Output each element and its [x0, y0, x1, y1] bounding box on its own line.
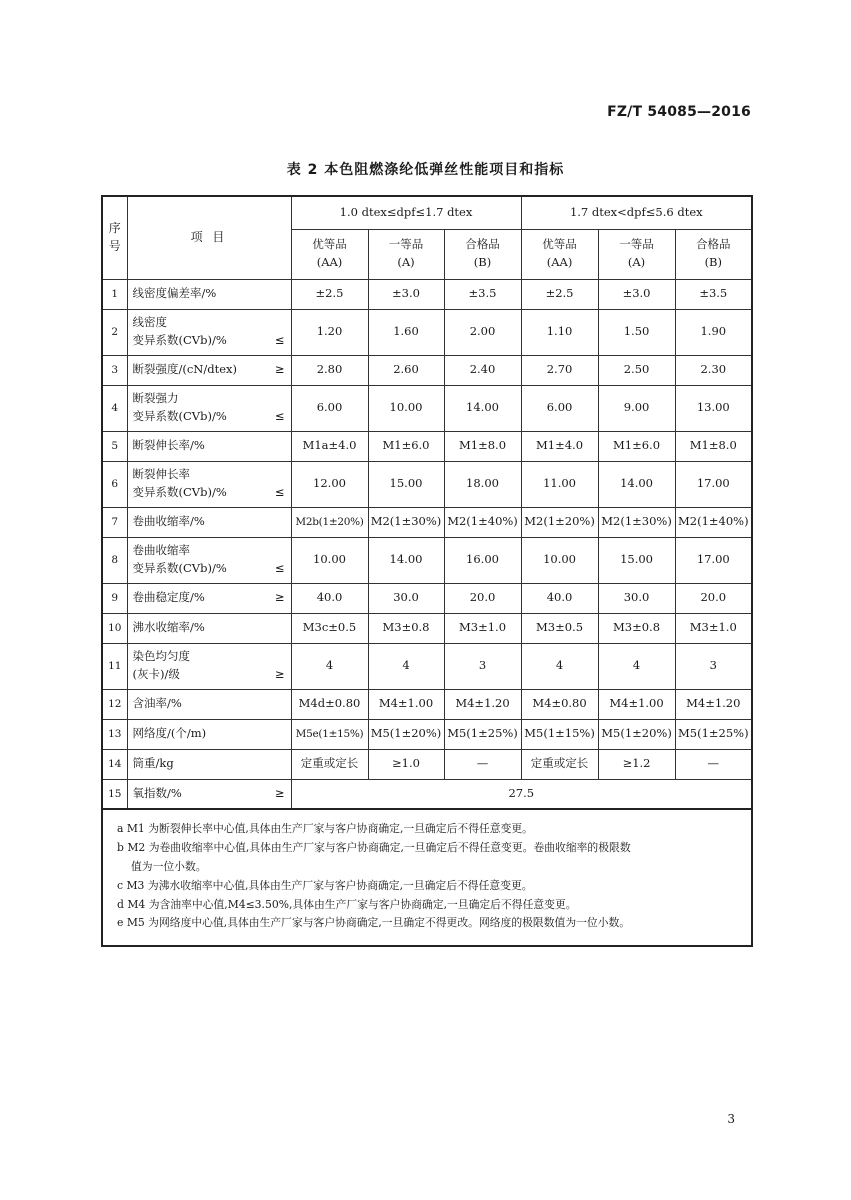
value-cell: 10.00	[291, 537, 368, 583]
row-item	[127, 643, 291, 689]
value-cell: M4±0.80	[521, 689, 598, 719]
row-seq: 13	[102, 719, 127, 749]
row-item	[127, 355, 291, 385]
table-title: 表 2 本色阻燃涤纶低弹丝性能项目和指标	[286, 162, 565, 178]
value-cell: M2(1±20%)	[521, 507, 598, 537]
item-text: 沸水收缩率/%	[132, 620, 205, 635]
spec-table-container	[101, 195, 751, 947]
value-cell: 2.30	[675, 355, 752, 385]
header-seq: 序 号	[102, 196, 127, 279]
header-row-group	[102, 196, 752, 229]
value-cell: M1±6.0	[368, 431, 444, 461]
item-text: 氧指数/%	[132, 785, 182, 800]
item-text: 染色均匀度	[132, 649, 190, 664]
value-cell: M5(1±20%)	[368, 719, 444, 749]
table-row	[102, 583, 752, 613]
row-seq: 10	[102, 613, 127, 643]
item-text: 含油率/%	[132, 696, 182, 711]
row-seq: 12	[102, 689, 127, 719]
header-grade: 合格品 (B)	[444, 229, 521, 279]
row-seq: 6	[102, 461, 127, 507]
value-cell: 4	[368, 643, 444, 689]
limit-symbol: ≤	[274, 333, 285, 347]
item-line	[133, 666, 289, 684]
footnote: a M1 为断裂伸长率中心值,具体由生产厂家与客户协商确定,一旦确定后不得任意变更。	[117, 822, 533, 835]
value-cell: 2.00	[444, 309, 521, 355]
value-cell: 2.70	[521, 355, 598, 385]
item-line	[133, 332, 289, 350]
footnote: 值为一位小数。	[131, 859, 207, 873]
item-line	[133, 484, 289, 502]
row-item	[127, 613, 291, 643]
row-item	[127, 719, 291, 749]
row-item	[127, 749, 291, 779]
table-row	[102, 385, 752, 431]
row-seq: 5	[102, 431, 127, 461]
value-cell: 10.00	[368, 385, 444, 431]
item-text: 断裂伸长率/%	[132, 438, 205, 453]
row-seq: 14	[102, 749, 127, 779]
value-cell: M3±1.0	[444, 613, 521, 643]
table-row	[102, 689, 752, 719]
value-cell: ±3.0	[368, 279, 444, 309]
value-cell: M4d±0.80	[291, 689, 368, 719]
limit-symbol: ≥	[274, 785, 285, 800]
item-text: 卷曲收缩率/%	[132, 514, 205, 529]
value-cell: 1.20	[291, 309, 368, 355]
standard-number: FZ/T 54085—2016	[607, 104, 751, 120]
limit-symbol: ≥	[274, 667, 285, 681]
row-seq: 8	[102, 537, 127, 583]
table-row	[102, 507, 752, 537]
item-text: 线密度	[132, 315, 167, 330]
row-item	[127, 779, 291, 809]
page-number: 3	[727, 1112, 735, 1126]
item-line	[133, 785, 289, 803]
item-text: 变异系数(CVb)/%	[132, 333, 227, 347]
item-text: 线密度偏差率/%	[132, 286, 217, 301]
header-group-1: 1.0 dtex≤dpf≤1.7 dtex	[291, 196, 521, 229]
value-cell: M5(1±25%)	[675, 719, 752, 749]
row-item	[127, 309, 291, 355]
value-cell: M5(1±25%)	[444, 719, 521, 749]
item-text: (灰卡)/级	[132, 667, 180, 681]
value-cell: M5(1±20%)	[598, 719, 675, 749]
value-cell: 15.00	[368, 461, 444, 507]
header-grade: 一等品 (A)	[368, 229, 444, 279]
value-cell: M1±8.0	[444, 431, 521, 461]
table-row	[102, 309, 752, 355]
value-cell: 30.0	[598, 583, 675, 613]
value-cell: ±2.5	[521, 279, 598, 309]
value-cell: —	[675, 749, 752, 779]
value-cell: ±3.0	[598, 279, 675, 309]
header-item: 项 目	[127, 196, 291, 279]
value-cell: M4±1.00	[598, 689, 675, 719]
row-item	[127, 431, 291, 461]
value-cell: M2(1±30%)	[598, 507, 675, 537]
row-seq: 4	[102, 385, 127, 431]
table-row	[102, 749, 752, 779]
value-cell: 30.0	[368, 583, 444, 613]
value-cell: M5(1±15%)	[521, 719, 598, 749]
value-cell: M2(1±40%)	[675, 507, 752, 537]
row-seq: 3	[102, 355, 127, 385]
row-seq: 7	[102, 507, 127, 537]
item-text: 变异系数(CVb)/%	[132, 561, 227, 575]
value-cell: 12.00	[291, 461, 368, 507]
value-cell: 1.10	[521, 309, 598, 355]
value-cell: 4	[291, 643, 368, 689]
table-row	[102, 279, 752, 309]
item-line	[133, 589, 289, 607]
table-row	[102, 613, 752, 643]
table-row	[102, 537, 752, 583]
item-text: 变异系数(CVb)/%	[132, 409, 227, 423]
value-cell: 1.50	[598, 309, 675, 355]
value-cell: 1.60	[368, 309, 444, 355]
value-cell: M1±6.0	[598, 431, 675, 461]
value-cell: M1±8.0	[675, 431, 752, 461]
notes-row	[102, 809, 752, 946]
value-cell: 14.00	[368, 537, 444, 583]
item-text: 卷曲收缩率	[132, 543, 190, 558]
spec-table	[101, 195, 753, 947]
limit-symbol: ≥	[274, 590, 285, 605]
value-cell: 15.00	[598, 537, 675, 583]
item-line	[133, 560, 289, 578]
value-cell: 13.00	[675, 385, 752, 431]
value-cell: 20.0	[444, 583, 521, 613]
item-line	[133, 361, 289, 379]
value-cell: M1±4.0	[521, 431, 598, 461]
item-text: 网络度/(个/m)	[132, 726, 207, 741]
footnote: c M3 为沸水收缩率中心值,具体由生产厂家与客户协商确定,一旦确定后不得任意变更。	[117, 878, 533, 892]
value-cell: 11.00	[521, 461, 598, 507]
row-seq: 11	[102, 643, 127, 689]
limit-symbol: ≥	[274, 362, 285, 377]
value-cell: 18.00	[444, 461, 521, 507]
value-cell: 3	[675, 643, 752, 689]
header-grade: 优等品 (AA)	[291, 229, 368, 279]
value-cell: 6.00	[291, 385, 368, 431]
value-cell: M3±0.5	[521, 613, 598, 643]
value-cell: 40.0	[521, 583, 598, 613]
table-row	[102, 719, 752, 749]
footnote: b M2 为卷曲收缩率中心值,具体由生产厂家与客户协商确定,一旦确定后不得任意变更。卷曲收缩率的极限数	[117, 840, 631, 854]
value-cell: 4	[521, 643, 598, 689]
value-cell: M3c±0.5	[291, 613, 368, 643]
value-cell: M3±0.8	[598, 613, 675, 643]
value-cell: M2(1±40%)	[444, 507, 521, 537]
header-grade: 优等品 (AA)	[521, 229, 598, 279]
footnote: e M5 为网络度中心值,具体由生产厂家与客户协商确定,一旦确定不得更改。网络度的极限数值为一位小数。	[117, 916, 631, 930]
row-seq: 1	[102, 279, 127, 309]
item-text: 卷曲稳定度/%	[132, 590, 205, 605]
value-cell: M2b(1±20%)	[291, 507, 368, 537]
value-cell: ≥1.0	[368, 749, 444, 779]
row-item	[127, 461, 291, 507]
header-grade: 合格品 (B)	[675, 229, 752, 279]
item-text: 断裂伸长率	[132, 467, 190, 482]
value-cell: 1.90	[675, 309, 752, 355]
value-cell: 17.00	[675, 537, 752, 583]
value-cell: M3±1.0	[675, 613, 752, 643]
row-item	[127, 537, 291, 583]
row-item	[127, 507, 291, 537]
item-text: 变异系数(CVb)/%	[132, 485, 227, 499]
item-text: 断裂强度/(cN/dtex)	[132, 362, 237, 377]
row-item	[127, 583, 291, 613]
value-cell: 2.50	[598, 355, 675, 385]
footnote: d M4 为含油率中心值,M4≤3.50%,具体由生产厂家与客户协商确定,一旦确定后不得任意变更。	[117, 897, 577, 911]
value-cell: M4±1.00	[368, 689, 444, 719]
value-cell: M4±1.20	[675, 689, 752, 719]
value-cell: 定重或定长	[291, 749, 368, 779]
value-cell: ±3.5	[675, 279, 752, 309]
value-cell: 14.00	[598, 461, 675, 507]
value-cell: ±3.5	[444, 279, 521, 309]
row-item	[127, 689, 291, 719]
table-row	[102, 431, 752, 461]
item-text: 筒重/kg	[132, 756, 174, 771]
value-cell: 定重或定长	[521, 749, 598, 779]
value-cell: 6.00	[521, 385, 598, 431]
table-row	[102, 355, 752, 385]
value-cell: ≥1.2	[598, 749, 675, 779]
value-cell: 2.40	[444, 355, 521, 385]
value-cell: M1a±4.0	[291, 431, 368, 461]
value-cell: 10.00	[521, 537, 598, 583]
value-cell: 2.80	[291, 355, 368, 385]
value-cell: 16.00	[444, 537, 521, 583]
row-seq: 15	[102, 779, 127, 809]
value-cell: 9.00	[598, 385, 675, 431]
value-cell: 27.5	[291, 779, 752, 809]
header-group-2: 1.7 dtex<dpf≤5.6 dtex	[521, 196, 752, 229]
value-cell: 2.60	[368, 355, 444, 385]
row-seq: 9	[102, 583, 127, 613]
table-row	[102, 779, 752, 809]
value-cell: M5e(1±15%)	[291, 719, 368, 749]
row-seq: 2	[102, 309, 127, 355]
value-cell: 3	[444, 643, 521, 689]
limit-symbol: ≤	[274, 409, 285, 423]
value-cell: 4	[598, 643, 675, 689]
value-cell: 40.0	[291, 583, 368, 613]
value-cell: 17.00	[675, 461, 752, 507]
item-text: 断裂强力	[132, 391, 179, 406]
value-cell: 14.00	[444, 385, 521, 431]
table-footnotes	[102, 809, 752, 946]
limit-symbol: ≤	[274, 561, 285, 575]
value-cell: M3±0.8	[368, 613, 444, 643]
header-grade: 一等品 (A)	[598, 229, 675, 279]
limit-symbol: ≤	[274, 485, 285, 499]
row-item	[127, 385, 291, 431]
value-cell: M4±1.20	[444, 689, 521, 719]
value-cell: M2(1±30%)	[368, 507, 444, 537]
value-cell: —	[444, 749, 521, 779]
item-line	[133, 408, 289, 426]
table-row	[102, 461, 752, 507]
value-cell: ±2.5	[291, 279, 368, 309]
row-item	[127, 279, 291, 309]
table-row	[102, 643, 752, 689]
value-cell: 20.0	[675, 583, 752, 613]
